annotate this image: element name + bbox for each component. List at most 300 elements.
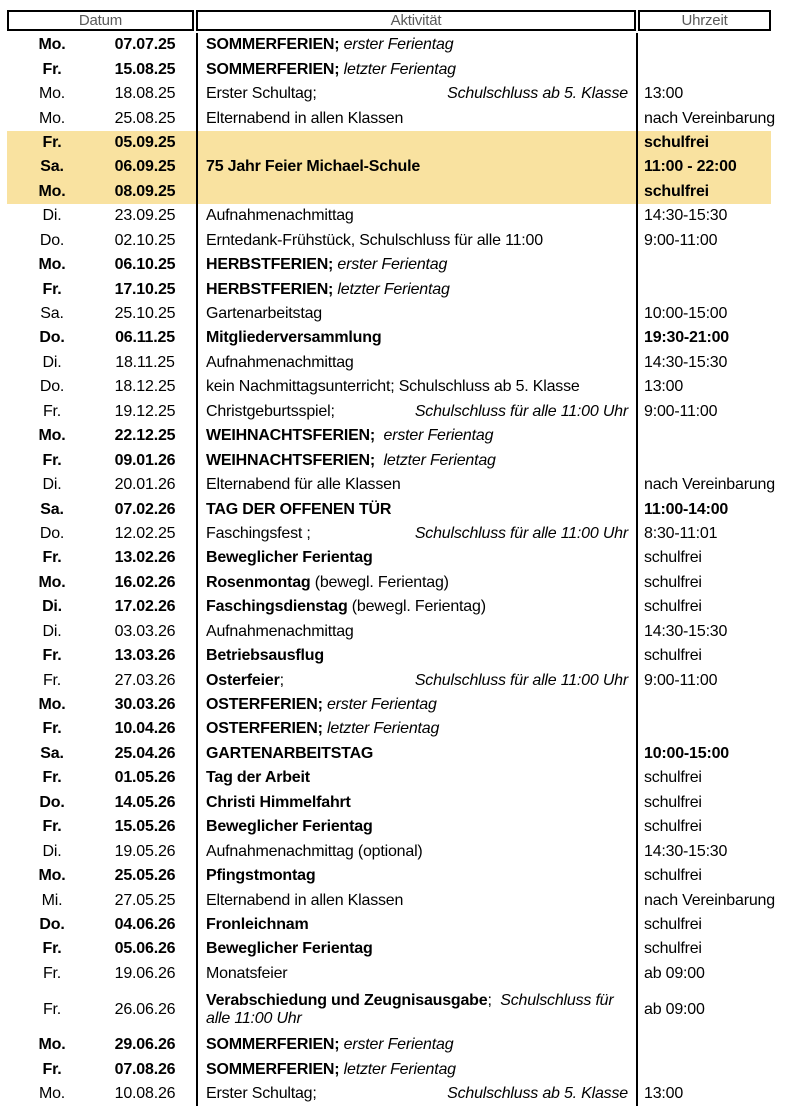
datum-cell [7, 33, 196, 57]
activity-note-text [447, 85, 628, 103]
datum-cell [7, 204, 196, 228]
date-label: 26.06.26 [114, 1000, 176, 1018]
weekday-label: Mo. [38, 1085, 66, 1103]
date-label: 03.03.26 [114, 622, 176, 640]
activity-text-segment: ; [487, 991, 501, 1009]
activity-text [206, 623, 354, 641]
activity-text [206, 158, 420, 176]
time-cell: schulfrei [644, 915, 702, 933]
activity-cell [196, 644, 638, 668]
weekday-label: Di. [42, 622, 62, 640]
activity-text-segment: WEIHNACHTSFERIEN; [206, 427, 376, 445]
activity-cell [196, 106, 638, 130]
date-label: 19.05.26 [114, 842, 176, 860]
time-cell: 19:30-21:00 [644, 329, 729, 347]
datum-cell [7, 277, 196, 301]
activity-text-segment: Beweglicher Ferientag [206, 940, 373, 958]
time-cell: 13:00 [644, 1085, 684, 1103]
activity-text-segment: SOMMERFERIEN; [206, 36, 340, 54]
header-cell-aktivitaet: Aktivität [196, 10, 636, 31]
activity-text-segment: Christi Himmelfahrt [206, 793, 351, 811]
datum-cell [7, 668, 196, 692]
date-label: 10.04.26 [114, 720, 176, 738]
activity-text-segment: GARTENARBEITSTAG [206, 744, 374, 762]
activity-cell [196, 400, 638, 424]
time-cell [638, 717, 771, 741]
datum-cell [7, 742, 196, 766]
time-cell: 10:00-15:00 [644, 744, 729, 762]
time-cell: schulfrei [644, 793, 702, 811]
weekday-label: Fr. [42, 671, 62, 689]
datum-cell [7, 693, 196, 717]
activity-text-segment: Tag der Arbeit [206, 769, 310, 787]
activity-text-segment: (bewegl. Ferientag) [310, 573, 449, 591]
weekday-label: Mo. [38, 573, 66, 591]
weekday-label: Mo. [38, 867, 66, 885]
activity-text-segment: Monatsfeier [206, 964, 288, 982]
activity-text-segment: kein Nachmittagsunterricht; Schulschluss ab 5. Klasse [206, 378, 580, 396]
activity-text [206, 549, 373, 567]
date-label: 17.10.25 [114, 280, 176, 298]
date-label: 17.02.26 [114, 598, 176, 616]
datum-cell [7, 815, 196, 839]
weekday-label: Fr. [42, 451, 62, 469]
activity-text-segment: Beweglicher Ferientag [206, 549, 373, 567]
time-cell [638, 1033, 771, 1057]
time-cell: 13:00 [644, 85, 684, 103]
datum-cell [7, 131, 196, 155]
activity-text-segment: WEIHNACHTSFERIEN; [206, 451, 376, 469]
activity-text [206, 1085, 317, 1103]
activity-text [206, 61, 456, 79]
activity-text-segment: HERBSTFERIEN; [206, 280, 334, 298]
time-cell: schulfrei [644, 598, 702, 616]
activity-text [206, 501, 391, 519]
activity-text [206, 916, 309, 934]
date-label: 07.02.26 [114, 500, 176, 518]
time-cell [638, 424, 771, 448]
time-cell [638, 1058, 771, 1082]
date-label: 14.05.26 [114, 793, 176, 811]
date-label: 06.10.25 [114, 256, 176, 274]
activity-text-segment: Schulschluss für alle 11:00 Uhr [414, 402, 628, 420]
weekday-label: Mo. [38, 427, 66, 445]
weekday-label: Fr. [42, 940, 62, 958]
weekday-label: Di. [42, 476, 62, 494]
activity-text [206, 232, 543, 250]
weekday-label: Fr. [42, 647, 62, 665]
activity-text [206, 378, 580, 396]
activity-cell [196, 595, 638, 619]
time-cell: 14:30-15:30 [644, 622, 728, 640]
weekday-label: Di. [42, 598, 62, 616]
activity-text-segment: OSTERFERIEN; [206, 696, 323, 714]
time-cell: nach Vereinbarung [644, 891, 775, 909]
date-label: 27.03.26 [114, 671, 176, 689]
date-label: 07.07.25 [114, 36, 176, 54]
activity-text-segment: Aufnahmenachmittag [206, 622, 354, 640]
weekday-label: Mo. [38, 85, 66, 103]
activity-text [206, 403, 335, 421]
date-label: 13.02.26 [114, 549, 176, 567]
time-cell: 8:30-11:01 [644, 524, 718, 542]
activity-text [206, 329, 381, 347]
time-cell [638, 253, 771, 277]
activity-text-segment: letzter Ferientag [333, 280, 450, 298]
date-label: 25.10.25 [114, 305, 176, 323]
time-cell: 14:30-15:30 [644, 207, 728, 225]
weekday-label: Mo. [38, 182, 66, 200]
datum-cell [7, 400, 196, 424]
date-label: 07.08.26 [114, 1060, 176, 1078]
datum-cell [7, 620, 196, 644]
activity-text-segment: SOMMERFERIEN; [206, 60, 340, 78]
activity-text-segment: letzter Ferientag [322, 720, 440, 738]
time-cell: 10:00-15:00 [644, 305, 728, 323]
activity-text [206, 110, 403, 128]
activity-text [206, 720, 439, 738]
weekday-label: Fr. [42, 549, 62, 567]
activity-cell [196, 180, 638, 204]
time-cell: 13:00 [644, 378, 684, 396]
activity-text [206, 745, 373, 763]
datum-cell [7, 546, 196, 570]
activity-cell [196, 1082, 638, 1106]
activity-text [206, 867, 315, 885]
time-cell: schulfrei [644, 769, 702, 787]
activity-note-text [415, 672, 628, 690]
weekday-label: Mo. [38, 36, 66, 54]
date-label: 16.02.26 [114, 573, 176, 591]
date-label: 19.12.25 [114, 402, 176, 420]
activity-cell [196, 668, 638, 692]
weekday-label: Sa. [40, 744, 64, 762]
activity-text [206, 476, 401, 494]
activity-note-text [447, 1085, 628, 1103]
activity-text-segment: HERBSTFERIEN; [206, 256, 334, 274]
weekday-label: Fr. [42, 818, 62, 836]
activity-text [206, 85, 317, 103]
activity-cell [196, 742, 638, 766]
weekday-label: Fr. [42, 133, 62, 151]
activity-text-segment: Schulschluss für alle 11:00 Uhr [206, 991, 618, 1027]
weekday-label: Fr. [42, 1000, 62, 1018]
activity-cell [196, 82, 638, 106]
activity-cell [196, 424, 638, 448]
weekday-label: Mo. [38, 256, 66, 274]
header-cell-datum: Datum [7, 10, 194, 31]
activity-cell [196, 937, 638, 961]
activity-text [206, 672, 284, 690]
datum-cell [7, 986, 196, 1033]
activity-cell [196, 204, 638, 228]
time-cell [638, 57, 771, 81]
activity-text [206, 207, 354, 225]
weekday-label: Di. [42, 842, 62, 860]
activity-cell [196, 791, 638, 815]
weekday-label: Do. [39, 915, 65, 933]
datum-cell [7, 473, 196, 497]
activity-text-segment: Elternabend in allen Klassen [206, 109, 404, 127]
activity-text-segment: Schulschluss ab 5. Klasse [447, 85, 628, 103]
datum-cell [7, 766, 196, 790]
weekday-label: Mo. [38, 696, 66, 714]
activity-text-segment: Pfingstmontag [206, 867, 316, 885]
datum-cell [7, 864, 196, 888]
activity-text [206, 769, 310, 787]
time-cell: schulfrei [644, 549, 702, 567]
weekday-label: Do. [39, 378, 65, 396]
date-label: 29.06.26 [114, 1036, 176, 1054]
activity-text-segment: TAG DER OFFENEN TÜR [206, 500, 392, 518]
activity-text-segment: Erster Schultag; [206, 85, 317, 103]
activity-text-segment: Schulschluss für alle 11:00 Uhr [414, 524, 628, 542]
weekday-label: Sa. [40, 500, 64, 518]
activity-text-segment: Faschingsfest ; [206, 524, 311, 542]
time-cell: nach Vereinbarung [644, 476, 775, 494]
time-cell: 9:00-11:00 [644, 402, 718, 420]
activity-text-segment: letzter Ferientag [339, 1060, 456, 1078]
date-label: 18.11.25 [115, 353, 175, 371]
activity-text-segment: Erster Schultag; [206, 1085, 317, 1103]
activity-text [206, 647, 324, 665]
activity-cell [196, 693, 638, 717]
activity-cell [196, 571, 638, 595]
datum-cell [7, 644, 196, 668]
activity-text [206, 281, 450, 299]
time-cell: schulfrei [644, 573, 702, 591]
activity-text [206, 452, 496, 470]
activity-text-segment: SOMMERFERIEN; [206, 1036, 340, 1054]
date-label: 23.09.25 [114, 207, 176, 225]
weekday-label: Do. [39, 524, 65, 542]
calendar-table-body [7, 33, 800, 1106]
date-label: 25.08.25 [114, 109, 176, 127]
activity-text-segment: erster Ferientag [375, 427, 494, 445]
time-cell: 11:00 - 22:00 [638, 155, 771, 179]
date-label: 20.01.26 [114, 476, 176, 494]
activity-cell [196, 155, 638, 179]
weekday-label: Do. [39, 793, 65, 811]
date-label: 06.11.25 [115, 329, 175, 347]
datum-cell [7, 302, 196, 326]
weekday-label: Di. [42, 207, 62, 225]
activity-text [206, 574, 449, 592]
datum-cell [7, 717, 196, 741]
activity-text-segment: Faschingsdienstag [206, 598, 348, 616]
date-label: 27.05.25 [114, 891, 176, 909]
datum-cell [7, 424, 196, 448]
activity-cell [196, 815, 638, 839]
datum-cell [7, 913, 196, 937]
activity-cell [196, 986, 638, 1033]
datum-cell [7, 155, 196, 179]
activity-text [206, 598, 486, 616]
time-cell [638, 693, 771, 717]
activity-text-segment: erster Ferientag [333, 256, 448, 274]
datum-cell [7, 229, 196, 253]
datum-cell [7, 839, 196, 863]
weekday-label: Sa. [40, 305, 64, 323]
activity-text-segment: Schulschluss ab 5. Klasse [447, 1085, 628, 1103]
activity-cell [196, 962, 638, 986]
activity-text [206, 525, 311, 543]
datum-cell [7, 82, 196, 106]
datum-cell [7, 497, 196, 521]
activity-text-segment: erster Ferientag [339, 1036, 454, 1054]
activity-cell [196, 57, 638, 81]
activity-text [206, 36, 453, 54]
activity-cell [196, 717, 638, 741]
activity-text-segment: Verabschiedung und Zeugnisausgabe [206, 991, 488, 1009]
date-label: 30.03.26 [114, 696, 176, 714]
weekday-label: Sa. [40, 158, 64, 176]
date-label: 22.12.25 [114, 427, 176, 445]
activity-text [206, 940, 373, 958]
activity-text-segment: Aufnahmenachmittag [206, 353, 354, 371]
date-label: 25.05.26 [114, 867, 176, 885]
time-cell: schulfrei [644, 647, 702, 665]
weekday-label: Fr. [42, 720, 62, 738]
datum-cell [7, 937, 196, 961]
activity-cell [196, 351, 638, 375]
weekday-label: Di. [42, 353, 62, 371]
datum-cell [7, 448, 196, 472]
datum-cell [7, 106, 196, 130]
activity-text-segment: Aufnahmenachmittag (optional) [206, 842, 423, 860]
datum-cell [7, 1082, 196, 1106]
date-label: 05.06.26 [114, 940, 176, 958]
datum-cell [7, 57, 196, 81]
time-cell: schulfrei [644, 818, 702, 836]
activity-text [206, 892, 403, 910]
date-label: 12.02.25 [114, 524, 176, 542]
activity-cell [196, 473, 638, 497]
activity-text-segment: OSTERFERIEN; [206, 720, 323, 738]
activity-text [206, 843, 423, 861]
activity-cell [196, 864, 638, 888]
activity-cell [196, 913, 638, 937]
datum-cell [7, 180, 196, 204]
time-cell: nach Vereinbarung [644, 109, 775, 127]
activity-note-text [415, 525, 628, 543]
datum-cell [7, 1058, 196, 1082]
activity-text-segment: Aufnahmenachmittag [206, 207, 354, 225]
time-cell: schulfrei [644, 940, 702, 958]
time-cell: schulfrei [644, 867, 702, 885]
activity-text [206, 354, 354, 372]
activity-cell [196, 229, 638, 253]
header-cell-uhrzeit: Uhrzeit [638, 10, 771, 31]
activity-text [206, 992, 628, 1028]
activity-text-segment: Elternabend in allen Klassen [206, 891, 404, 909]
activity-text-segment: 75 Jahr Feier Michael-Schule [206, 158, 421, 176]
datum-cell [7, 888, 196, 912]
activity-text-segment: erster Ferientag [322, 696, 437, 714]
date-label: 15.08.25 [114, 60, 176, 78]
time-cell: ab 09:00 [644, 1000, 705, 1018]
activity-cell [196, 277, 638, 301]
time-cell: ab 09:00 [644, 964, 705, 982]
activity-cell [196, 131, 638, 155]
activity-text-segment: Erntedank-Frühstück, Schulschluss für alle 11:00 [206, 231, 543, 249]
activity-text-segment: Osterfeier [206, 671, 280, 689]
datum-cell [7, 791, 196, 815]
weekday-label: Mo. [38, 1036, 66, 1054]
datum-cell [7, 1033, 196, 1057]
date-label: 18.08.25 [114, 85, 176, 103]
time-cell: schulfrei [638, 131, 771, 155]
activity-cell [196, 1033, 638, 1057]
date-label: 06.09.25 [114, 158, 176, 176]
activity-text [206, 794, 351, 812]
datum-cell [7, 595, 196, 619]
weekday-label: Mo. [38, 109, 66, 127]
activity-text [206, 1036, 453, 1054]
weekday-label: Fr. [42, 964, 62, 982]
activity-text-segment: Christgeburtsspiel; [206, 402, 335, 420]
time-cell: 14:30-15:30 [644, 842, 728, 860]
datum-cell [7, 375, 196, 399]
time-cell: schulfrei [638, 180, 771, 204]
activity-text-segment: Fronleichnam [206, 915, 309, 933]
activity-cell [196, 33, 638, 57]
activity-text-segment: Rosenmontag [206, 573, 311, 591]
date-label: 15.05.26 [114, 818, 176, 836]
date-label: 18.12.25 [114, 378, 176, 396]
date-label: 09.01.26 [114, 451, 176, 469]
activity-text-segment: Schulschluss für alle 11:00 Uhr [414, 671, 628, 689]
activity-text-segment: ; [279, 671, 284, 689]
datum-cell [7, 571, 196, 595]
date-label: 25.04.26 [114, 744, 176, 762]
table-header-row [7, 10, 800, 31]
weekday-label: Fr. [42, 1060, 62, 1078]
activity-text-segment: Betriebsausflug [206, 647, 324, 665]
activity-cell [196, 375, 638, 399]
activity-text [206, 256, 447, 274]
time-cell: 9:00-11:00 [644, 671, 718, 689]
activity-text-segment: Elternabend für alle Klassen [206, 476, 401, 494]
time-cell [638, 33, 771, 57]
activity-cell [196, 546, 638, 570]
activity-cell [196, 522, 638, 546]
activity-text-segment: Mitgliederversammlung [206, 329, 382, 347]
weekday-label: Do. [39, 231, 65, 249]
activity-cell [196, 888, 638, 912]
datum-cell [7, 253, 196, 277]
datum-cell [7, 351, 196, 375]
activity-text-segment: (bewegl. Ferientag) [347, 598, 486, 616]
activity-cell [196, 497, 638, 521]
weekday-label: Fr. [42, 769, 62, 787]
activity-cell [196, 448, 638, 472]
activity-text [206, 427, 493, 445]
time-cell: 14:30-15:30 [644, 353, 728, 371]
activity-text-segment: Beweglicher Ferientag [206, 818, 373, 836]
datum-cell [7, 522, 196, 546]
date-label: 04.06.26 [114, 915, 176, 933]
weekday-label: Fr. [42, 60, 62, 78]
activity-cell [196, 253, 638, 277]
time-cell: 11:00-14:00 [644, 500, 729, 518]
datum-cell [7, 326, 196, 350]
date-label: 13.03.26 [114, 647, 176, 665]
time-cell [638, 448, 771, 472]
datum-cell [7, 962, 196, 986]
activity-cell [196, 766, 638, 790]
weekday-label: Fr. [42, 402, 62, 420]
